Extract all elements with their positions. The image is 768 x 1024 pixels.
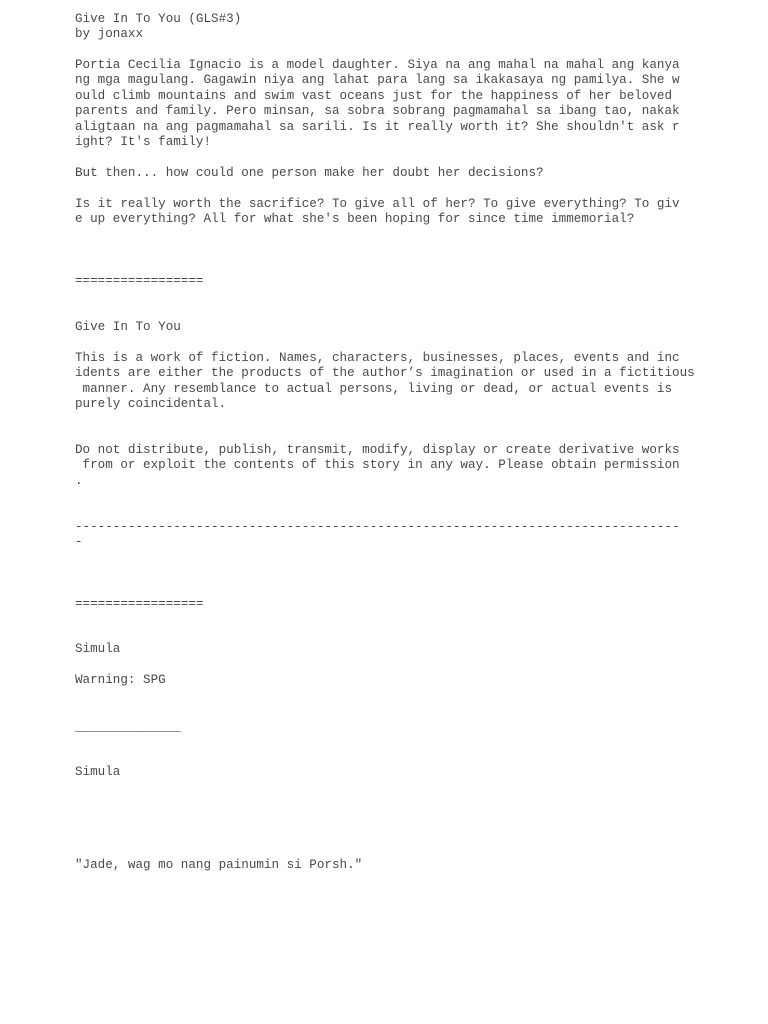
synopsis-line-2: ng mga magulang. Gagawin niya ang lahat para lang sa ikakasaya ng pamilya. She w [75,73,680,88]
story-author: by jonaxx [75,27,144,42]
copyright-line-2: from or exploit the contents of this story in any way. Please obtain permission [75,458,680,473]
dash-rule-line-1: -------------------------------------------------------------------------------- [75,520,680,534]
synopsis-line-5: aligtaan na ang pagmamahal sa sarili. Is it really worth it? She shouldn't ask r [75,119,680,134]
synopsis-line-6: ight? It's family! [75,135,212,149]
story-title: Give In To You (GLS#3) [75,12,242,26]
teaser-line-2: e up everything? All for what she's been hoping for since time immemorial? [75,212,635,227]
chapter-label: Simula [75,765,121,779]
copyright-line-1: Do not distribute, publish, transmit, modify, display or create derivative works [75,443,680,457]
teaser-question: But then... how could one person make her doubt her decisions? [75,166,544,180]
teaser-line-1: Is it really worth the sacrifice? To give all of her? To give everything? To giv [75,197,680,211]
opening-dialogue: "Jade, wag mo nang painumin si Porsh." [75,858,363,872]
synopsis-line-1: Portia Cecilia Ignacio is a model daughter. Siya na ang mahal na mahal ang kanya [75,58,680,72]
underline-rule: ______________ [75,720,181,734]
disclaimer-line-3: manner. Any resemblance to actual persons, living or dead, or actual events is [75,381,673,396]
disclaimer-line-1: This is a work of fiction. Names, characters, businesses, places, events and inc [75,351,680,365]
disclaimer-line-4: purely coincidental. [75,397,227,412]
book-heading: Give In To You [75,320,181,334]
synopsis-line-3: ould climb mountains and swim vast oceans just for the happiness of her beloved [75,88,673,103]
section-separator: ================= [75,274,204,288]
dash-rule-line-2: - [75,535,83,550]
section-separator: ================= [75,597,204,611]
chapter-label: Simula [75,642,121,656]
copyright-line-3: . [75,473,83,488]
disclaimer-line-2: idents are either the products of the author’s imagination or used in a fictitious [75,366,695,381]
document-text [75,12,755,872]
synopsis-line-4: parents and family. Pero minsan, sa sobra sobrang pagmamahal sa ibang tao, nakak [75,104,680,119]
content-warning: Warning: SPG [75,673,166,687]
